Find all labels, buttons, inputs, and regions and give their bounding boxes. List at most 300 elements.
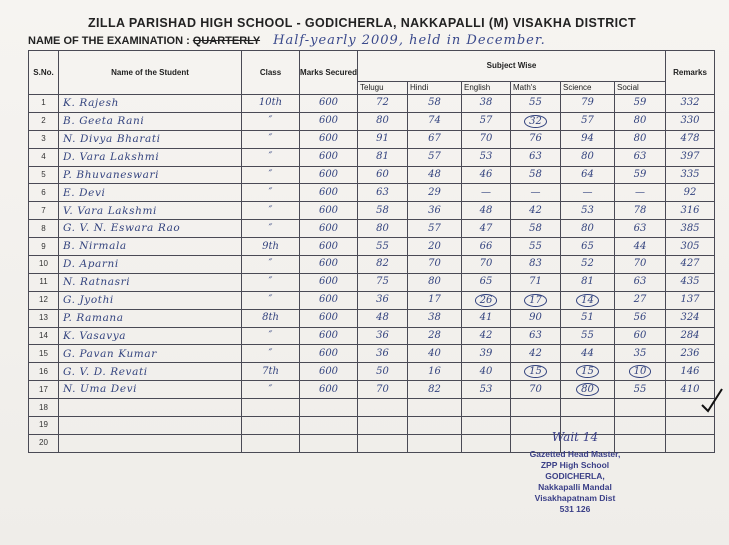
student-class-value: ″ (268, 222, 273, 234)
row-sno (29, 95, 59, 113)
mark-science (561, 327, 615, 345)
col-class: Class (242, 51, 300, 95)
table-row (29, 95, 715, 113)
student-class-value: ″ (268, 330, 273, 342)
seal-line-5: Visakhapatnam Dist (534, 493, 616, 503)
mark-english (462, 148, 511, 166)
remarks-total-value: 335 (680, 169, 700, 180)
student-class-value: 9th (262, 240, 279, 252)
mark-english-value: — (481, 186, 491, 198)
row-sno-value: 7 (41, 205, 46, 215)
mark-social (615, 291, 666, 309)
mark-maths (511, 112, 561, 130)
mark-hindi (408, 291, 462, 309)
row-sno-value: 16 (39, 366, 48, 376)
mark-hindi-value: 57 (428, 222, 441, 234)
remarks-total (666, 291, 715, 309)
mark-telugu (358, 166, 408, 184)
marks-secured-value: 600 (318, 258, 339, 270)
marks-secured-value: 600 (318, 204, 339, 216)
row-sno-value: 2 (41, 116, 46, 126)
student-name (59, 130, 242, 148)
mark-maths (511, 184, 561, 202)
row-sno (29, 238, 59, 256)
mark-telugu-value: 82 (376, 258, 389, 270)
col-social: Social (615, 82, 666, 95)
row-sno (29, 291, 59, 309)
student-class (242, 256, 300, 274)
student-name (59, 166, 242, 184)
mark-telugu-value: 80 (376, 222, 389, 234)
student-class (242, 345, 300, 363)
marks-secured-value: 600 (318, 276, 339, 288)
mark-telugu-value: 36 (376, 347, 389, 359)
mark-science-value: 80 (581, 222, 594, 234)
remarks-total (666, 327, 715, 345)
remarks-total (666, 309, 715, 327)
mark-telugu-value: 72 (376, 97, 389, 109)
mark-social-value: 60 (633, 330, 647, 342)
mark-telugu (358, 327, 408, 345)
student-name (59, 202, 242, 220)
student-class (242, 273, 300, 291)
row-sno-value: 6 (41, 187, 46, 197)
marks-secured-value: 600 (318, 365, 339, 377)
mark-science (561, 363, 615, 381)
student-class (242, 399, 300, 417)
mark-science-value: 80 (576, 383, 599, 396)
mark-telugu (358, 112, 408, 130)
table-row (29, 291, 715, 309)
mark-science-value: 57 (581, 115, 594, 127)
student-class (242, 148, 300, 166)
mark-social-value: 35 (633, 347, 647, 359)
marks-secured (300, 130, 358, 148)
mark-social (615, 309, 666, 327)
marks-secured-value: 600 (318, 133, 339, 145)
mark-social (615, 238, 666, 256)
mark-hindi (408, 95, 462, 113)
student-name (59, 291, 242, 309)
table-row (29, 256, 715, 274)
mark-telugu-value: 60 (376, 169, 389, 180)
mark-hindi (408, 112, 462, 130)
student-class (242, 184, 300, 202)
student-class (242, 238, 300, 256)
mark-english (462, 363, 511, 381)
mark-social (615, 148, 666, 166)
mark-english (462, 166, 511, 184)
student-name (59, 417, 242, 435)
marks-secured-value: 600 (318, 97, 339, 109)
student-class-value: 8th (262, 312, 279, 324)
mark-english (462, 130, 511, 148)
remarks-total-value: 316 (680, 204, 700, 216)
marks-secured (300, 381, 358, 399)
marks-secured (300, 256, 358, 274)
marks-secured-value: 600 (318, 312, 339, 324)
col-english: English (462, 82, 511, 95)
mark-english (462, 273, 511, 291)
mark-science-value: 65 (581, 240, 594, 252)
remarks-total-value: 397 (680, 151, 700, 163)
mark-hindi-value: 38 (428, 312, 441, 324)
marks-secured (300, 148, 358, 166)
student-class-value: 10th (258, 97, 283, 109)
row-sno-value: 13 (39, 313, 48, 323)
mark-hindi-value: 17 (428, 294, 441, 306)
mark-social (615, 381, 666, 399)
remarks-total (666, 202, 715, 220)
student-name-value: B. Nirmala (63, 240, 127, 253)
mark-telugu (358, 417, 408, 435)
row-sno (29, 166, 59, 184)
mark-social-value: 63 (633, 276, 647, 288)
marks-secured-value: 600 (318, 151, 339, 163)
col-maths: Math's (511, 82, 561, 95)
mark-maths-value: 55 (529, 240, 542, 252)
remarks-total (666, 256, 715, 274)
mark-telugu-value: 50 (376, 365, 389, 377)
mark-hindi (408, 238, 462, 256)
mark-social-value: 55 (633, 383, 647, 395)
mark-english-value: 70 (479, 258, 493, 270)
mark-maths-value: 70 (529, 383, 542, 395)
mark-science (561, 220, 615, 238)
row-sno (29, 381, 59, 399)
mark-science (561, 148, 615, 166)
student-name (59, 309, 242, 327)
student-name-value: K. Rajesh (63, 97, 119, 110)
table-row (29, 363, 715, 381)
marks-secured (300, 291, 358, 309)
mark-hindi-value: 58 (428, 97, 441, 109)
student-name (59, 381, 242, 399)
mark-social (615, 184, 666, 202)
mark-maths (511, 95, 561, 113)
mark-hindi (408, 256, 462, 274)
mark-hindi (408, 148, 462, 166)
mark-science (561, 238, 615, 256)
seal-line-2: ZPP High School (540, 460, 610, 470)
student-class (242, 309, 300, 327)
table-row (29, 166, 715, 184)
remarks-total (666, 434, 715, 452)
mark-telugu-value: 70 (376, 383, 389, 395)
row-sno-value: 11 (39, 277, 48, 287)
mark-science (561, 381, 615, 399)
row-sno-value: 9 (41, 241, 46, 251)
marks-secured (300, 220, 358, 238)
marks-secured (300, 434, 358, 452)
student-class (242, 166, 300, 184)
mark-hindi-value: 48 (428, 169, 441, 180)
remarks-total-value: 324 (680, 312, 700, 324)
table-row (29, 130, 715, 148)
remarks-total (666, 273, 715, 291)
mark-hindi (408, 184, 462, 202)
mark-english (462, 238, 511, 256)
student-class-value: ″ (268, 294, 273, 306)
mark-science-value: 64 (581, 169, 594, 180)
mark-maths-value: 63 (529, 330, 542, 342)
student-name-value: E. Devi (63, 186, 106, 199)
student-name (59, 220, 242, 238)
mark-maths-value: 55 (529, 97, 542, 109)
row-sno (29, 399, 59, 417)
student-name-value: N. Divya Bharati (63, 132, 161, 145)
mark-maths-value: 83 (529, 258, 542, 270)
tick-mark-icon (700, 385, 724, 413)
table-row (29, 202, 715, 220)
marks-secured (300, 399, 358, 417)
student-class-value: ″ (268, 133, 273, 145)
mark-social (615, 273, 666, 291)
student-class (242, 220, 300, 238)
student-name-value: N. Ratnasri (63, 276, 131, 289)
mark-maths-value: 42 (529, 204, 542, 216)
table-row (29, 220, 715, 238)
mark-science-value: 55 (581, 330, 594, 342)
mark-telugu-value: 48 (376, 312, 389, 324)
mark-social-value: 80 (633, 133, 647, 145)
mark-social (615, 166, 666, 184)
mark-science (561, 184, 615, 202)
student-class (242, 417, 300, 435)
mark-english (462, 95, 511, 113)
mark-maths (511, 327, 561, 345)
student-name (59, 148, 242, 166)
mark-english (462, 417, 511, 435)
mark-science (561, 399, 615, 417)
mark-maths-value: 58 (529, 222, 542, 234)
remarks-total (666, 238, 715, 256)
mark-hindi-value: 16 (428, 365, 441, 377)
mark-english-value: 66 (479, 240, 493, 252)
mark-english-value: 70 (479, 133, 493, 145)
mark-english (462, 345, 511, 363)
col-name: Name of the Student (59, 51, 242, 95)
row-sno (29, 434, 59, 452)
mark-hindi (408, 309, 462, 327)
row-sno-value: 4 (41, 152, 46, 162)
mark-telugu (358, 291, 408, 309)
mark-social (615, 327, 666, 345)
student-class (242, 202, 300, 220)
marks-rows (29, 95, 715, 453)
exam-name-line (28, 33, 546, 48)
col-telugu: Telugu (358, 82, 408, 95)
remarks-total (666, 220, 715, 238)
student-name (59, 434, 242, 452)
mark-science-value: 14 (576, 294, 599, 307)
table-row (29, 327, 715, 345)
mark-telugu-value: 63 (376, 186, 389, 198)
student-class-value: 7th (262, 365, 279, 377)
mark-english (462, 202, 511, 220)
mark-telugu-value: 36 (376, 330, 389, 342)
marks-secured (300, 309, 358, 327)
headmaster-signature: Wait 14 (551, 430, 599, 444)
mark-english-value: 65 (479, 276, 493, 288)
remarks-total-value: 305 (680, 240, 700, 252)
mark-telugu-value: 75 (376, 276, 389, 288)
mark-maths (511, 130, 561, 148)
student-class-value: ″ (268, 186, 273, 198)
remarks-total (666, 417, 715, 435)
mark-telugu (358, 238, 408, 256)
student-name (59, 363, 242, 381)
mark-hindi (408, 363, 462, 381)
mark-social-value: 27 (633, 294, 647, 306)
marks-secured-value: 600 (318, 186, 339, 198)
remarks-total (666, 363, 715, 381)
mark-hindi (408, 417, 462, 435)
student-name-value: G. Jyothi (63, 293, 114, 306)
row-sno-value: 19 (39, 420, 48, 430)
col-sno: S.No. (29, 51, 59, 95)
marks-secured (300, 202, 358, 220)
student-name-value: K. Vasavya (63, 329, 127, 342)
row-sno (29, 220, 59, 238)
row-sno (29, 112, 59, 130)
student-class (242, 130, 300, 148)
row-sno (29, 202, 59, 220)
student-class (242, 112, 300, 130)
mark-hindi-value: 57 (428, 151, 441, 163)
mark-english (462, 220, 511, 238)
mark-social-value: 44 (633, 240, 647, 252)
mark-hindi (408, 434, 462, 452)
student-name-value: G. Pavan Kumar (63, 347, 157, 360)
mark-telugu-value: 36 (376, 294, 389, 306)
mark-maths-value: 63 (529, 151, 542, 163)
remarks-total (666, 130, 715, 148)
mark-telugu (358, 434, 408, 452)
mark-social (615, 220, 666, 238)
table-row (29, 148, 715, 166)
remarks-total-value: 92 (683, 186, 697, 198)
mark-social (615, 95, 666, 113)
mark-telugu (358, 95, 408, 113)
mark-hindi-value: 20 (428, 240, 441, 252)
seal-line-4: Nakkapalli Mandal (538, 482, 612, 492)
mark-hindi (408, 130, 462, 148)
row-sno (29, 309, 59, 327)
mark-maths (511, 166, 561, 184)
marks-secured-value: 600 (318, 115, 339, 127)
student-class (242, 363, 300, 381)
mark-telugu-value: 58 (376, 204, 389, 216)
mark-maths (511, 202, 561, 220)
remarks-total-value: 330 (680, 115, 700, 127)
mark-hindi-value: 29 (428, 186, 441, 198)
row-sno-value: 8 (41, 223, 46, 233)
mark-english (462, 434, 511, 452)
student-class-value: ″ (268, 258, 273, 270)
row-sno-value: 18 (39, 402, 48, 412)
remarks-total-value: 332 (680, 97, 700, 109)
student-name (59, 345, 242, 363)
student-class (242, 291, 300, 309)
row-sno-value: 3 (41, 134, 46, 144)
seal-line-6: 531 126 (559, 504, 591, 514)
student-name-value: G. V. N. Eswara Rao (63, 222, 181, 235)
remarks-total (666, 112, 715, 130)
mark-social (615, 399, 666, 417)
row-sno (29, 256, 59, 274)
student-class (242, 381, 300, 399)
mark-telugu (358, 399, 408, 417)
mark-hindi-value: 28 (428, 330, 441, 342)
mark-telugu-value: 55 (376, 240, 389, 252)
mark-maths (511, 363, 561, 381)
marks-secured (300, 184, 358, 202)
mark-telugu-value: 81 (376, 151, 389, 163)
marks-secured-value: 600 (318, 222, 339, 234)
marks-secured (300, 417, 358, 435)
mark-hindi (408, 381, 462, 399)
marks-secured-value: 600 (318, 240, 339, 252)
mark-hindi (408, 220, 462, 238)
mark-hindi (408, 345, 462, 363)
mark-maths-value: 71 (529, 276, 542, 288)
mark-social (615, 202, 666, 220)
mark-hindi (408, 202, 462, 220)
row-sno-value: 5 (41, 170, 46, 179)
table-row (29, 184, 715, 202)
mark-maths (511, 345, 561, 363)
mark-social-value: 70 (633, 258, 647, 270)
student-name (59, 273, 242, 291)
mark-maths (511, 220, 561, 238)
table-row (29, 238, 715, 256)
mark-telugu-value: 91 (376, 133, 389, 145)
table-row (29, 381, 715, 399)
mark-telugu (358, 309, 408, 327)
col-subject-wise: Subject Wise (358, 51, 666, 82)
marks-secured (300, 273, 358, 291)
student-class-value: ″ (268, 347, 273, 359)
mark-science-value: 80 (581, 151, 594, 163)
mark-telugu-value: 80 (376, 115, 389, 127)
mark-maths-value: 42 (529, 347, 542, 359)
mark-english-value: 40 (479, 365, 493, 377)
mark-social-value: 78 (633, 204, 647, 216)
mark-social (615, 130, 666, 148)
student-class-value: ″ (268, 204, 273, 216)
marks-secured (300, 363, 358, 381)
mark-social-value: 59 (633, 97, 647, 109)
mark-hindi (408, 273, 462, 291)
mark-social (615, 112, 666, 130)
mark-hindi-value: 70 (428, 258, 441, 270)
mark-science-value: — (582, 186, 593, 198)
mark-maths (511, 273, 561, 291)
mark-telugu (358, 363, 408, 381)
mark-telugu (358, 273, 408, 291)
row-sno (29, 363, 59, 381)
marks-secured-value: 600 (318, 294, 339, 306)
mark-social-value: — (635, 186, 645, 198)
student-name-value: D. Aparni (63, 258, 119, 271)
student-name (59, 184, 242, 202)
row-sno (29, 345, 59, 363)
remarks-total (666, 95, 715, 113)
headmaster-seal (505, 432, 645, 515)
table-row (29, 399, 715, 417)
mark-english-value: 38 (479, 97, 493, 109)
